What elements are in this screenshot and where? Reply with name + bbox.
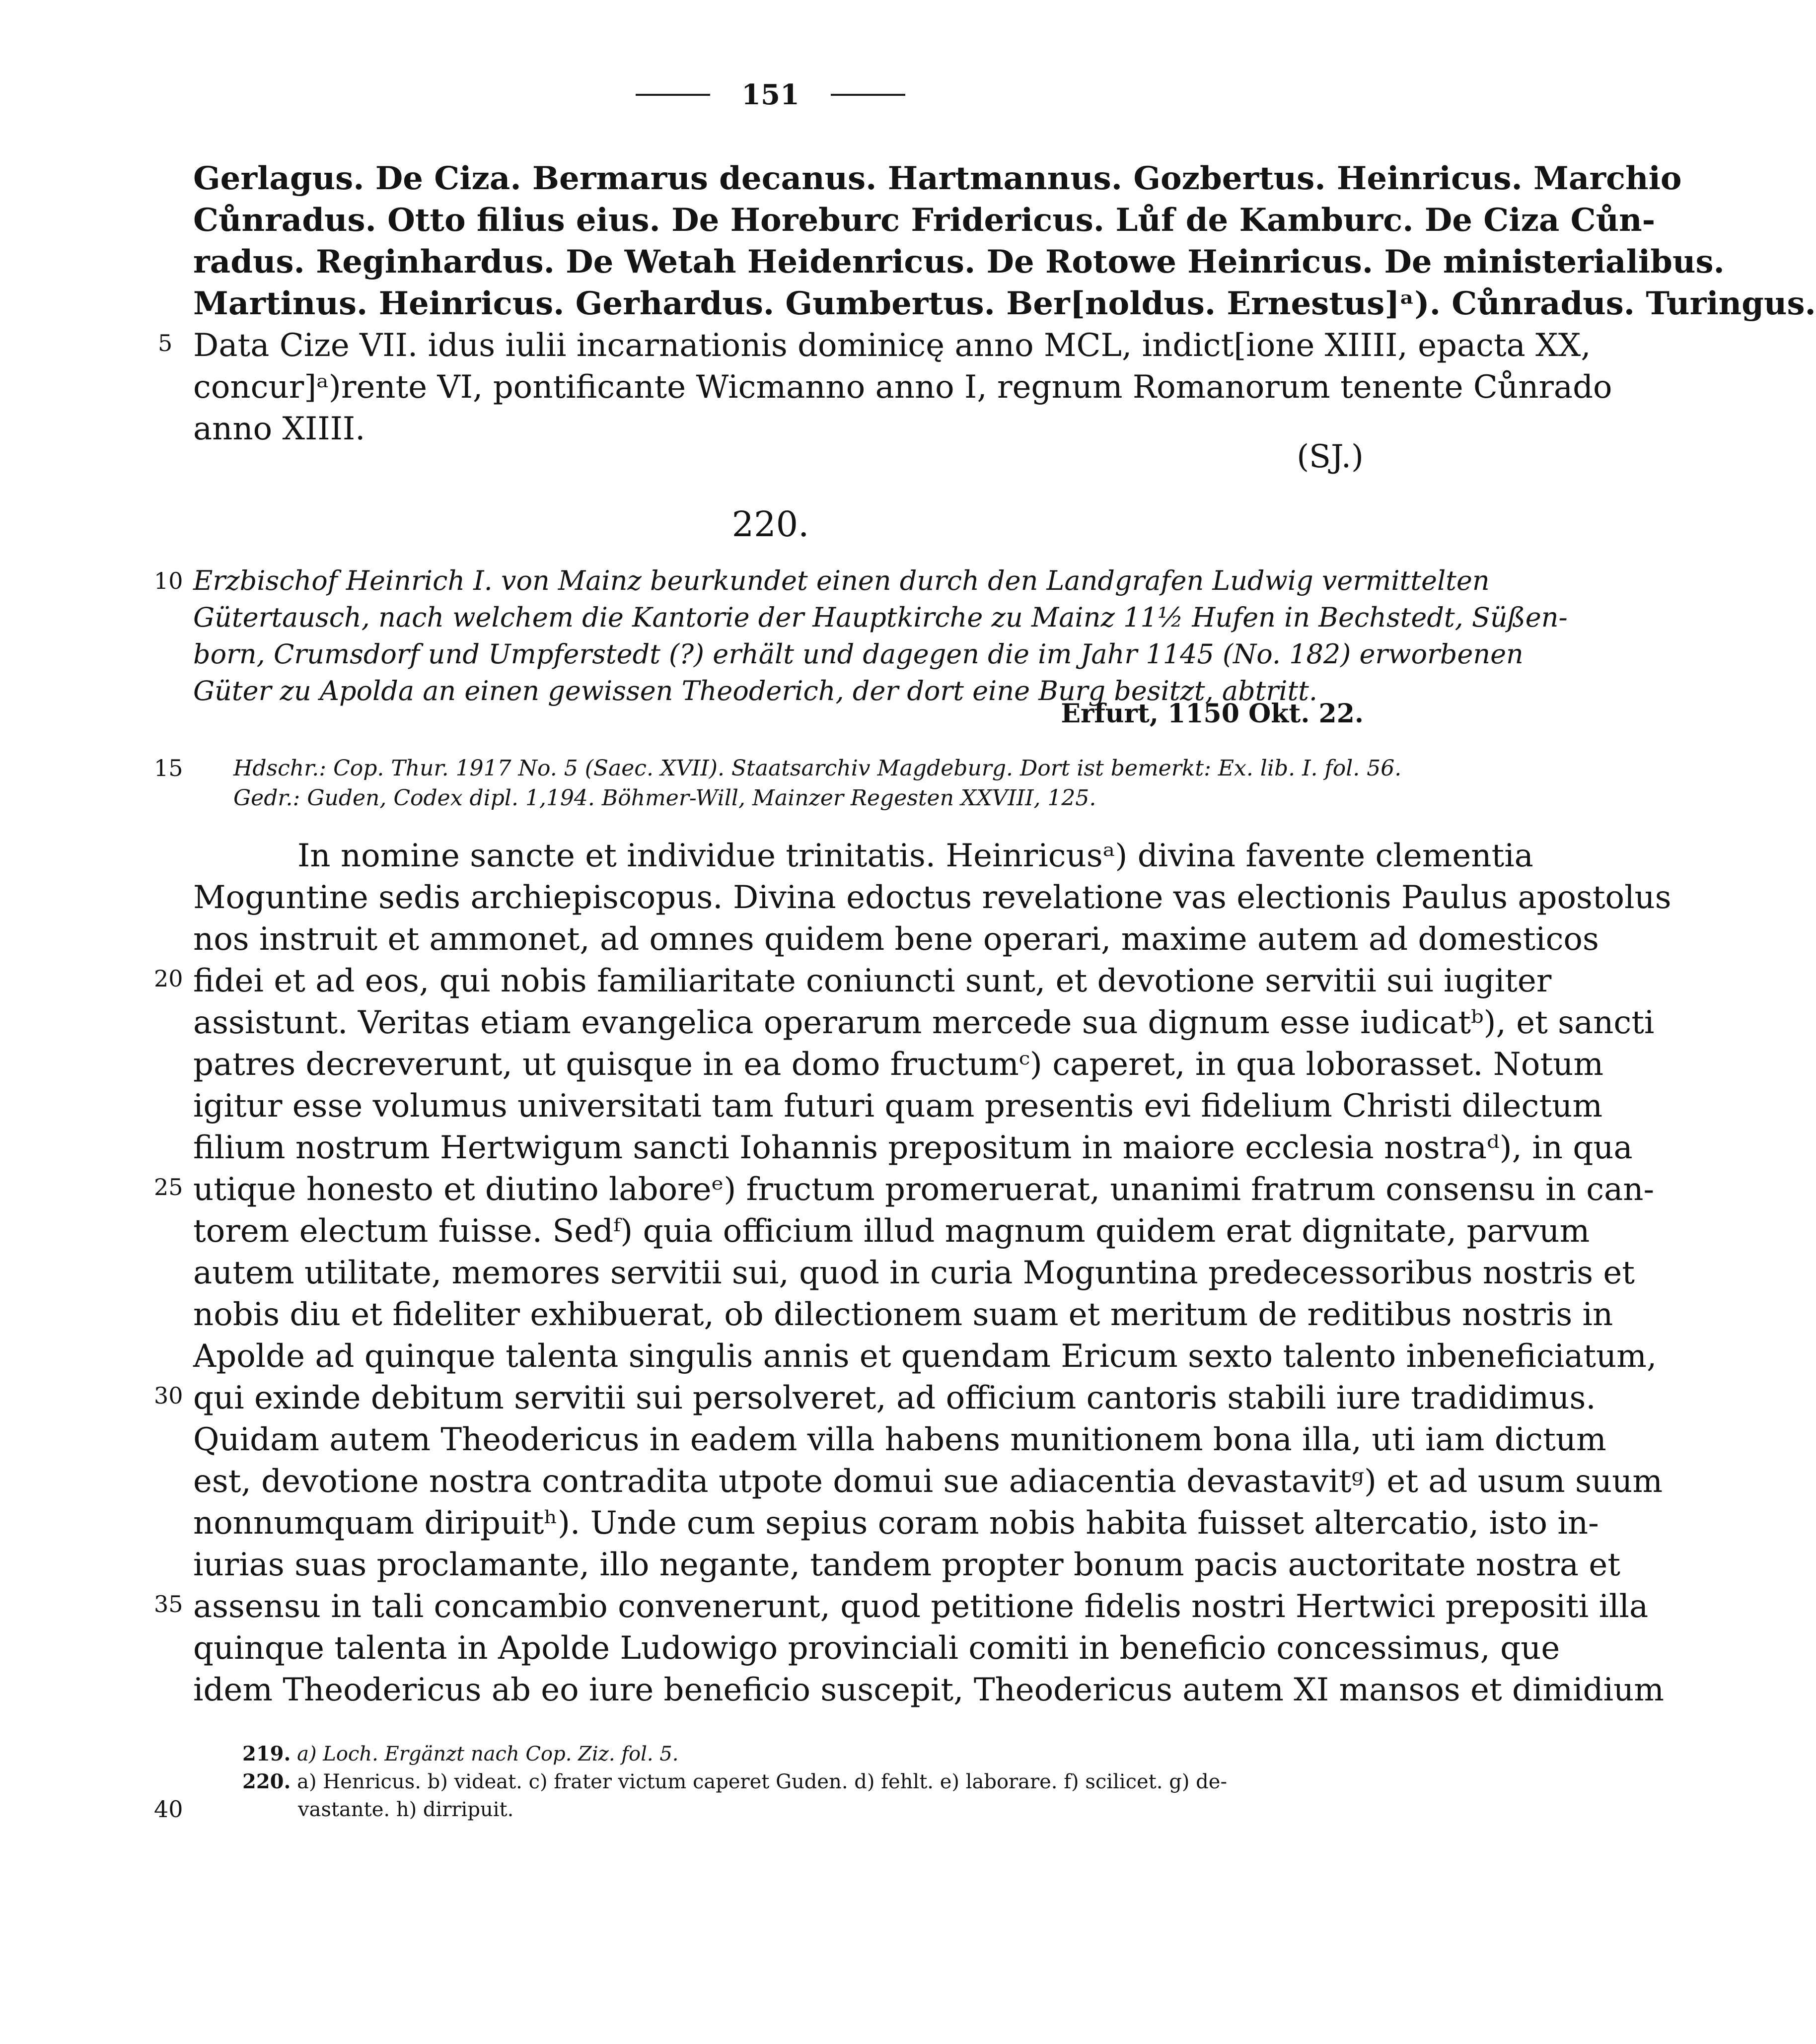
text-line: iurias suas proclamante, illo negante, tandem propter bonum pacis auctoritate nostra et — [193, 1547, 1620, 1583]
footnote-219 — [242, 1740, 1355, 1768]
text-line: nobis diu et fideliter exhibuerat, ob dilectionem suam et meritum de reditibus nostris in — [193, 1296, 1613, 1333]
text-line: nonnumquam diripuitʰ). Unde cum sepius coram nobis habita fuisset altercatio, isto in- — [193, 1505, 1599, 1542]
text-line: Apolde ad quinque talenta singulis annis et quendam Ericum sexto talento inbeneficiatum, — [193, 1338, 1657, 1375]
text-line: fidei et ad eos, qui nobis familiaritate coniuncti sunt, et devotione servitii sui iugiter — [193, 963, 1552, 999]
footnote-220 — [242, 1768, 1355, 1796]
text-line: assensu in tali concambio convenerunt, quod petitione fidelis nostri Hertwici prepositi illa — [193, 1588, 1649, 1625]
source-line: Gedr.: Guden, Codex dipl. 1,194. Böhmer-Will, Mainzer Regesten XXVIII, 125. — [233, 785, 1096, 811]
text-line: nos instruit et ammonet, ad omnes quidem bene operari, maxime autem ad domesticos — [193, 921, 1599, 958]
page-header — [0, 78, 1541, 111]
text-line: torem electum fuisse. Sedᶠ) quia officium illud magnum quidem erat dignitate, parvum — [193, 1213, 1590, 1250]
text-line: Data Cize VII. idus iulii incarnationis dominicę anno MCL, indict[ione XIIII, epacta XX, — [193, 327, 1591, 364]
line-number: 20 — [154, 965, 183, 992]
footnote-label: 220. — [242, 1770, 291, 1793]
summary-line: Erzbischof Heinrich I. von Mainz beurkundet einen durch den Landgrafen Ludwig vermittelten — [193, 565, 1490, 596]
text-line: patres decreverunt, ut quisque in ea domo fructumᶜ) caperet, in qua loborasset. Notum — [193, 1046, 1604, 1083]
text-line: Gerlagus. De Ciza. Bermarus decanus. Hartmannus. Gozbertus. Heinricus. Marchio — [193, 160, 1682, 197]
text-line: In nomine sancte et individue trinitatis. Heinricusᵃ) divina favente clementia — [297, 838, 1533, 874]
regest-summary — [193, 563, 1568, 709]
text-line: anno XIIII. — [193, 411, 365, 447]
header-rule-left — [636, 94, 710, 96]
line-number: 15 — [154, 755, 183, 781]
text-line: assistunt. Veritas etiam evangelica operarum mercede sua dignum esse iudicatᵇ), et sancti — [193, 1004, 1655, 1041]
summary-line: Gütertausch, nach welchem die Kantorie der Hauptkirche zu Mainz 11½ Hufen in Bechstedt, Süßen- — [193, 602, 1568, 633]
text-line: est, devotione nostra contradita utpote domui sue adiacentia devastavitᵍ) et ad usum suum — [193, 1463, 1663, 1500]
text-line: quinque talenta in Apolde Ludowigo provinciali comiti in beneficio concessimus, que — [193, 1630, 1560, 1667]
line-number: 30 — [154, 1382, 183, 1409]
text-line: radus. Reginhardus. De Wetah Heidenricus. De Rotowe Heinricus. De ministerialibus. — [193, 243, 1725, 281]
text-line: Cůnradus. Otto filius eius. De Horeburc Fridericus. Lůf de Kamburc. De Ciza Cůn- — [193, 202, 1656, 239]
source-line: Hdschr.: Cop. Thur. 1917 No. 5 (Saec. XVII). Staatsarchiv Magdeburg. Dort ist bemerkt: Ex. lib. I. fol. 56. — [233, 756, 1402, 781]
text-line: autem utilitate, memores servitii sui, quod in curia Moguntina predecessoribus nostris et — [193, 1255, 1635, 1291]
footnote-text: a) Loch. Ergänzt nach Cop. Ziz. fol. 5. — [297, 1743, 679, 1765]
summary-line: Güter zu Apolda an einen gewissen Theoderich, der dort eine Burg besitzt, abtritt. — [193, 675, 1318, 706]
text-line: igitur esse volumus universitati tam futuri quam presentis evi fidelium Christi dilectum — [193, 1088, 1602, 1125]
text-line: concur]ᵃ)rente VI, pontificante Wicmanno anno I, regnum Romanorum tenente Cůnrado — [193, 369, 1612, 406]
text-line: filium nostrum Hertwigum sancti Iohannis prepositum in maiore ecclesia nostraᵈ), in qua — [193, 1129, 1633, 1166]
text-line: Quidam autem Theodericus in eadem villa habens munitionem bona illa, uti iam dictum — [193, 1421, 1606, 1458]
page-number: 151 — [741, 78, 799, 111]
summary-line: born, Crumsdorf und Umpferstedt (?) erhält und dagegen die im Jahr 1145 (No. 182) erworbenen — [193, 638, 1524, 670]
text-line: utique honesto et diutino laboreᵉ) fructum promeruerat, unanimi fratrum consensu in can- — [193, 1171, 1655, 1208]
text-line: Martinus. Heinricus. Gerhardus. Gumbertus. Ber[noldus. Ernestus]ᵃ). Cůnradus. Turingus. — [193, 285, 1816, 322]
document-number: 220. — [731, 504, 809, 545]
footnote-continuation: vastante. h) dirripuit. — [298, 1798, 514, 1821]
text-line: Moguntine sedis archiepiscopus. Divina edoctus revelatione vas electionis Paulus apostolus — [193, 879, 1671, 916]
line-number: 5 — [158, 330, 173, 356]
text-line: idem Theodericus ab eo iure beneficio suscepit, Theodericus autem XI mansos et dimidium — [193, 1672, 1664, 1708]
line-number: 40 — [154, 1796, 183, 1823]
footnote-label: 219. — [242, 1742, 291, 1765]
line-number: 35 — [154, 1591, 183, 1618]
header-rule-right — [831, 94, 905, 96]
line-number: 25 — [154, 1174, 183, 1200]
line-number: 10 — [154, 567, 183, 594]
signature-initials: (SJ.) — [1297, 438, 1364, 475]
footnote-text: a) Henricus. b) videat. c) frater victum caperet Guden. d) fehlt. e) laborare. f) scilicet. g) de- — [297, 1770, 1227, 1793]
text-line: qui exinde debitum servitii sui persolveret, ad officium cantoris stabili iure tradidimus. — [193, 1380, 1596, 1416]
dateline: Erfurt, 1150 Okt. 22. — [1061, 699, 1364, 729]
